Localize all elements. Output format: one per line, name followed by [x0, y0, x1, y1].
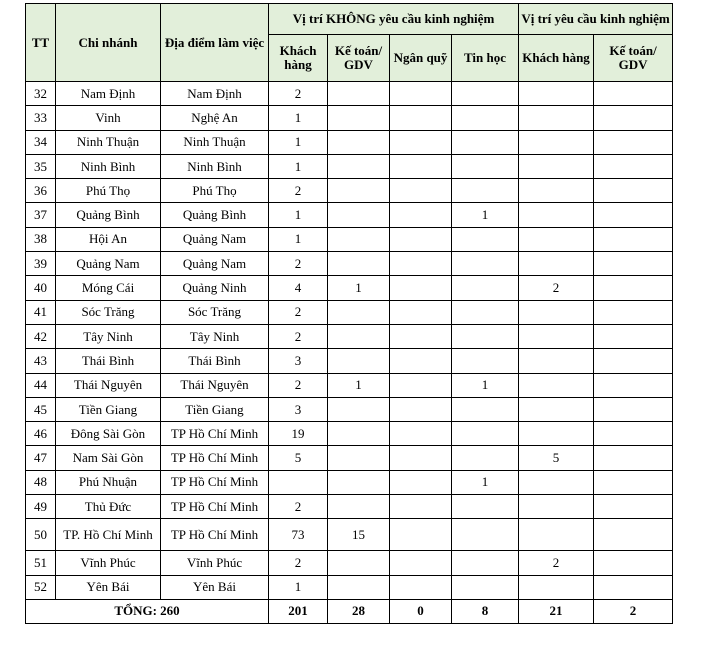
cell-customer: 73: [269, 519, 328, 551]
cell-customer: 1: [269, 130, 328, 154]
table-body: [26, 82, 673, 600]
cell-it: [452, 519, 519, 551]
cell-it: [452, 324, 519, 348]
cell-customer: 3: [269, 397, 328, 421]
subheader-exp-accounting: Kế toán/ GDV: [594, 35, 673, 82]
cell-customer: 19: [269, 422, 328, 446]
cell-accounting: 1: [328, 276, 390, 300]
row-number: 48: [26, 470, 56, 494]
work-location: Quảng Bình: [161, 203, 269, 227]
total-cell: 21: [519, 599, 594, 623]
branch-name: Tiền Giang: [56, 397, 161, 421]
cell-customer: 2: [269, 82, 328, 106]
branch-name: Nam Định: [56, 82, 161, 106]
cell-it: [452, 82, 519, 106]
cell-it: 1: [452, 470, 519, 494]
branch-name: Phú Thọ: [56, 179, 161, 203]
row-number: 51: [26, 551, 56, 575]
cell-exp-accounting: [594, 470, 673, 494]
header-group-no-experience: Vị trí KHÔNG yêu cầu kinh nghiệm: [269, 4, 519, 35]
cell-accounting: [328, 203, 390, 227]
branch-name: Thái Nguyên: [56, 373, 161, 397]
cell-accounting: [328, 575, 390, 599]
cell-exp-customer: 2: [519, 276, 594, 300]
cell-customer: 3: [269, 349, 328, 373]
cell-it: 1: [452, 203, 519, 227]
cell-accounting: 15: [328, 519, 390, 551]
work-location: TP Hồ Chí Minh: [161, 470, 269, 494]
cell-treasury: [390, 446, 452, 470]
cell-treasury: [390, 252, 452, 276]
total-row: [26, 599, 673, 623]
cell-customer: 4: [269, 276, 328, 300]
cell-exp-accounting: [594, 397, 673, 421]
cell-exp-accounting: [594, 276, 673, 300]
work-location: Yên Bái: [161, 575, 269, 599]
cell-accounting: [328, 470, 390, 494]
branch-name: Tây Ninh: [56, 324, 161, 348]
table-row: [26, 373, 673, 397]
cell-customer: 2: [269, 551, 328, 575]
cell-exp-accounting: [594, 203, 673, 227]
cell-exp-customer: [519, 324, 594, 348]
branch-name: Quảng Nam: [56, 252, 161, 276]
row-number: 45: [26, 397, 56, 421]
row-number: 43: [26, 349, 56, 373]
row-number: 49: [26, 495, 56, 519]
cell-accounting: [328, 446, 390, 470]
table-row: [26, 470, 673, 494]
work-location: Nam Định: [161, 82, 269, 106]
cell-accounting: [328, 179, 390, 203]
branch-name: Vinh: [56, 106, 161, 130]
cell-exp-customer: 2: [519, 551, 594, 575]
cell-exp-customer: [519, 179, 594, 203]
subheader-exp-customer: Khách hàng: [519, 35, 594, 82]
cell-exp-customer: [519, 130, 594, 154]
work-location: Tiền Giang: [161, 397, 269, 421]
cell-exp-accounting: [594, 106, 673, 130]
header-tt: TT: [26, 4, 56, 82]
row-number: 42: [26, 324, 56, 348]
cell-treasury: [390, 82, 452, 106]
cell-exp-accounting: [594, 575, 673, 599]
row-number: 46: [26, 422, 56, 446]
work-location: Vĩnh Phúc: [161, 551, 269, 575]
cell-treasury: [390, 179, 452, 203]
cell-exp-accounting: [594, 324, 673, 348]
branch-name: Ninh Thuận: [56, 130, 161, 154]
cell-it: [452, 551, 519, 575]
cell-accounting: [328, 130, 390, 154]
cell-accounting: [328, 154, 390, 178]
cell-exp-accounting: [594, 373, 673, 397]
cell-exp-accounting: [594, 551, 673, 575]
table-row: [26, 106, 673, 130]
work-location: Nghệ An: [161, 106, 269, 130]
work-location: Ninh Thuận: [161, 130, 269, 154]
work-location: Thái Nguyên: [161, 373, 269, 397]
row-number: 34: [26, 130, 56, 154]
table-row: [26, 252, 673, 276]
cell-exp-accounting: [594, 130, 673, 154]
cell-exp-accounting: [594, 227, 673, 251]
cell-exp-customer: [519, 422, 594, 446]
cell-exp-accounting: [594, 300, 673, 324]
cell-customer: 2: [269, 252, 328, 276]
cell-customer: 1: [269, 106, 328, 130]
work-location: Quảng Ninh: [161, 276, 269, 300]
cell-customer: 1: [269, 203, 328, 227]
cell-it: [452, 446, 519, 470]
cell-treasury: [390, 324, 452, 348]
table-row: [26, 82, 673, 106]
work-location: Tây Ninh: [161, 324, 269, 348]
cell-it: [452, 575, 519, 599]
cell-exp-customer: [519, 575, 594, 599]
cell-exp-accounting: [594, 154, 673, 178]
cell-it: [452, 300, 519, 324]
branch-name: Phú Nhuận: [56, 470, 161, 494]
cell-treasury: [390, 373, 452, 397]
row-number: 35: [26, 154, 56, 178]
cell-accounting: [328, 252, 390, 276]
cell-exp-customer: [519, 519, 594, 551]
cell-it: [452, 154, 519, 178]
table-header: [26, 4, 673, 82]
cell-exp-customer: [519, 154, 594, 178]
header-group-experience: Vị trí yêu cầu kinh nghiệm: [519, 4, 673, 35]
total-cell: 201: [269, 599, 328, 623]
cell-it: 1: [452, 373, 519, 397]
cell-accounting: [328, 324, 390, 348]
table-row: [26, 324, 673, 348]
cell-treasury: [390, 154, 452, 178]
cell-treasury: [390, 495, 452, 519]
work-location: Thái Bình: [161, 349, 269, 373]
cell-accounting: [328, 397, 390, 421]
cell-accounting: [328, 82, 390, 106]
table-row: [26, 349, 673, 373]
cell-it: [452, 130, 519, 154]
cell-treasury: [390, 300, 452, 324]
branch-name: Móng Cái: [56, 276, 161, 300]
row-number: 47: [26, 446, 56, 470]
cell-exp-accounting: [594, 179, 673, 203]
cell-it: [452, 106, 519, 130]
cell-customer: 1: [269, 227, 328, 251]
table-row: [26, 227, 673, 251]
cell-customer: 2: [269, 373, 328, 397]
cell-it: [452, 179, 519, 203]
work-location: Quảng Nam: [161, 252, 269, 276]
cell-accounting: [328, 300, 390, 324]
row-number: 33: [26, 106, 56, 130]
row-number: 36: [26, 179, 56, 203]
subheader-accounting: Kế toán/ GDV: [328, 35, 390, 82]
work-location: TP Hồ Chí Minh: [161, 519, 269, 551]
branch-name: Quảng Bình: [56, 203, 161, 227]
recruitment-table: [25, 3, 673, 624]
cell-accounting: 1: [328, 373, 390, 397]
cell-exp-customer: [519, 373, 594, 397]
cell-exp-accounting: [594, 495, 673, 519]
branch-name: Yên Bái: [56, 575, 161, 599]
total-cell: 8: [452, 599, 519, 623]
cell-exp-customer: [519, 300, 594, 324]
table-row: [26, 422, 673, 446]
table-row: [26, 179, 673, 203]
cell-customer: 1: [269, 575, 328, 599]
cell-customer: 2: [269, 179, 328, 203]
cell-exp-accounting: [594, 446, 673, 470]
cell-treasury: [390, 276, 452, 300]
branch-name: TP. Hồ Chí Minh: [56, 519, 161, 551]
total-cell: 0: [390, 599, 452, 623]
cell-exp-customer: [519, 470, 594, 494]
cell-treasury: [390, 203, 452, 227]
branch-name: Ninh Bình: [56, 154, 161, 178]
row-number: 39: [26, 252, 56, 276]
cell-treasury: [390, 397, 452, 421]
cell-it: [452, 495, 519, 519]
cell-customer: 1: [269, 154, 328, 178]
work-location: Quảng Nam: [161, 227, 269, 251]
cell-exp-accounting: [594, 349, 673, 373]
cell-treasury: [390, 575, 452, 599]
cell-exp-accounting: [594, 519, 673, 551]
branch-name: Hội An: [56, 227, 161, 251]
row-number: 50: [26, 519, 56, 551]
cell-treasury: [390, 130, 452, 154]
branch-name: Thủ Đức: [56, 495, 161, 519]
row-number: 38: [26, 227, 56, 251]
work-location: TP Hồ Chí Minh: [161, 495, 269, 519]
branch-name: Vĩnh Phúc: [56, 551, 161, 575]
cell-accounting: [328, 495, 390, 519]
cell-treasury: [390, 519, 452, 551]
table-footer: [26, 599, 673, 623]
cell-exp-customer: [519, 106, 594, 130]
table-row: [26, 495, 673, 519]
row-number: 37: [26, 203, 56, 227]
cell-exp-customer: [519, 349, 594, 373]
work-location: Sóc Trăng: [161, 300, 269, 324]
work-location: Ninh Bình: [161, 154, 269, 178]
cell-it: [452, 349, 519, 373]
row-number: 44: [26, 373, 56, 397]
table-row: [26, 446, 673, 470]
cell-exp-accounting: [594, 422, 673, 446]
total-cell: 2: [594, 599, 673, 623]
header-branch: Chi nhánh: [56, 4, 161, 82]
cell-exp-accounting: [594, 252, 673, 276]
cell-exp-customer: [519, 82, 594, 106]
work-location: Phú Thọ: [161, 179, 269, 203]
cell-accounting: [328, 349, 390, 373]
table-row: [26, 276, 673, 300]
table-row: [26, 154, 673, 178]
cell-exp-customer: [519, 203, 594, 227]
subheader-customer: Khách hàng: [269, 35, 328, 82]
subheader-treasury: Ngân quỹ: [390, 35, 452, 82]
branch-name: Nam Sài Gòn: [56, 446, 161, 470]
cell-it: [452, 252, 519, 276]
cell-treasury: [390, 106, 452, 130]
table-row: [26, 300, 673, 324]
row-number: 52: [26, 575, 56, 599]
header-location: Địa điểm làm việc: [161, 4, 269, 82]
table-row: [26, 397, 673, 421]
cell-treasury: [390, 349, 452, 373]
cell-it: [452, 397, 519, 421]
cell-exp-customer: [519, 227, 594, 251]
cell-it: [452, 276, 519, 300]
cell-treasury: [390, 470, 452, 494]
cell-treasury: [390, 422, 452, 446]
cell-customer: [269, 470, 328, 494]
subheader-it: Tin học: [452, 35, 519, 82]
cell-customer: 2: [269, 495, 328, 519]
cell-exp-accounting: [594, 82, 673, 106]
cell-treasury: [390, 551, 452, 575]
row-number: 40: [26, 276, 56, 300]
table-row: [26, 519, 673, 551]
cell-customer: 2: [269, 300, 328, 324]
work-location: TP Hồ Chí Minh: [161, 446, 269, 470]
total-label: TỔNG: 260: [26, 599, 269, 623]
branch-name: Sóc Trăng: [56, 300, 161, 324]
cell-exp-customer: 5: [519, 446, 594, 470]
table-row: [26, 575, 673, 599]
row-number: 41: [26, 300, 56, 324]
branch-name: Đông Sài Gòn: [56, 422, 161, 446]
cell-it: [452, 422, 519, 446]
total-cell: 28: [328, 599, 390, 623]
branch-name: Thái Bình: [56, 349, 161, 373]
table-row: [26, 551, 673, 575]
row-number: 32: [26, 82, 56, 106]
cell-accounting: [328, 106, 390, 130]
cell-treasury: [390, 227, 452, 251]
cell-exp-customer: [519, 397, 594, 421]
table-row: [26, 130, 673, 154]
cell-accounting: [328, 422, 390, 446]
cell-customer: 5: [269, 446, 328, 470]
work-location: TP Hồ Chí Minh: [161, 422, 269, 446]
cell-accounting: [328, 227, 390, 251]
table-row: [26, 203, 673, 227]
cell-exp-customer: [519, 495, 594, 519]
cell-exp-customer: [519, 252, 594, 276]
cell-customer: 2: [269, 324, 328, 348]
cell-it: [452, 227, 519, 251]
cell-accounting: [328, 551, 390, 575]
